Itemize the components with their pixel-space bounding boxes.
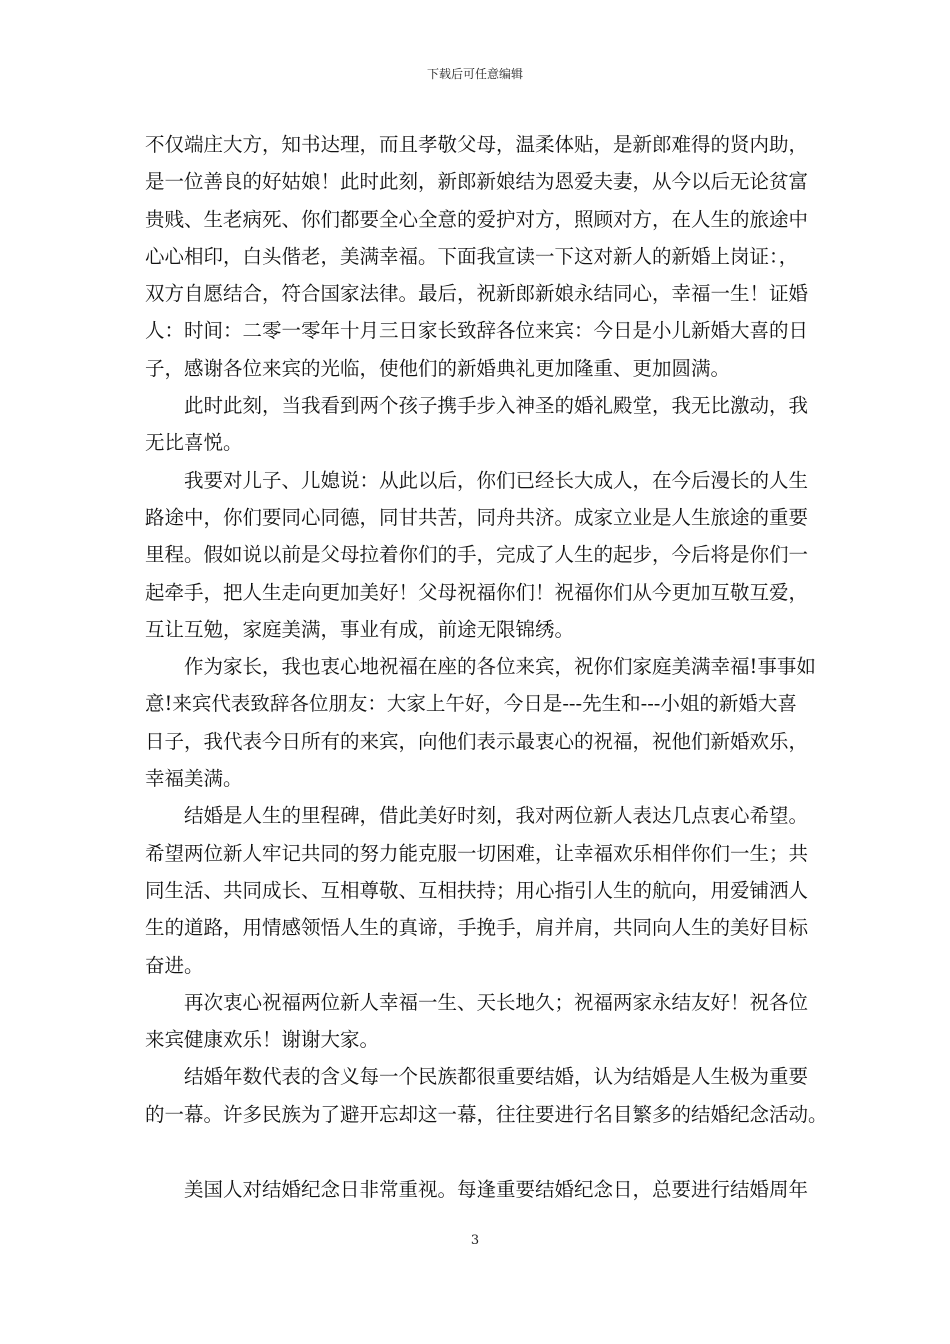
text-line: 路途中，你们要同心同德，同甘共苦，同舟共济。成家立业是人生旅途的重要 — [145, 505, 809, 529]
text-line: 来宾健康欢乐！谢谢大家。 — [145, 1028, 380, 1052]
text-line: 无比喜悦。 — [145, 431, 243, 455]
text-line: 里程。假如说以前是父母拉着你们的手，完成了人生的起步，今后将是你们一 — [145, 543, 809, 567]
text-line: 生的道路，用情感领悟人生的真谛，手挽手，肩并肩，共同向人生的美好目标 — [145, 916, 809, 940]
text-line: 互让互勉，家庭美满，事业有成，前途无限锦绣。 — [145, 617, 575, 641]
document-body — [145, 126, 828, 1208]
page-number: 3 — [470, 1233, 480, 1248]
text-line: 希望两位新人牢记共同的努力能克服一切困难，让幸福欢乐相伴你们一生；共 — [145, 841, 809, 865]
text-line: 人：时间：二零一零年十月三日家长致辞各位来宾：今日是小儿新婚大喜的日 — [145, 319, 809, 343]
text-line: 子，感谢各位来宾的光临，使他们的新婚典礼更加隆重、更加圆满。 — [145, 356, 731, 380]
text-line: 贵贱、生老病死、你们都要全心全意的爱护对方，照顾对方，在人生的旅途中 — [145, 207, 809, 231]
text-line: 同生活、共同成长、互相尊敬、互相扶持；用心指引人生的航向，用爱铺洒人 — [145, 878, 809, 902]
text-line: 意!来宾代表致辞各位朋友：大家上午好，今日是---先生和---小姐的新婚大喜 — [145, 692, 797, 716]
page-header: 下载后可任意编辑 — [426, 67, 523, 81]
text-line: 结婚是人生的里程碑，借此美好时刻，我对两位新人表达几点衷心希望。 — [184, 804, 809, 828]
text-line: 不仅端庄大方，知书达理，而且孝敬父母，温柔体贴，是新郎难得的贤内助， — [145, 133, 809, 156]
text-line: 再次衷心祝福两位新人幸福一生、天长地久；祝福两家永结友好！祝各位 — [184, 990, 809, 1014]
text-line: 幸福美满。 — [145, 767, 243, 791]
text-line: 作为家长，我也衷心地祝福在座的各位来宾，祝你们家庭美满幸福!事事如 — [184, 655, 816, 679]
text-line: 奋进。 — [145, 953, 204, 977]
text-line: 是一位善良的好姑娘！此时此刻，新郎新娘结为恩爱夫妻，从今以后无论贫富 — [145, 170, 809, 194]
text-line: 此时此刻，当我看到两个孩子携手步入神圣的婚礼殿堂，我无比激动，我 — [184, 394, 809, 418]
text-line: 起牵手，把人生走向更加美好！父母祝福你们！祝福你们从今更加互敬互爱， — [145, 580, 809, 604]
text-line: 我要对儿子、儿媳说：从此以后，你们已经长大成人，在今后漫长的人生 — [184, 468, 809, 492]
text-line: 双方自愿结合，符合国家法律。最后，祝新郎新娘永结同心，幸福一生！证婚 — [145, 282, 809, 306]
text-line: 心心相印，白头偕老，美满幸福。下面我宣读一下这对新人的新婚上岗证：， — [145, 244, 799, 268]
blank-line — [145, 1133, 813, 1171]
text-line: 美国人对结婚纪念日非常重视。每逢重要结婚纪念日，总要进行结婚周年 — [184, 1178, 809, 1202]
text-line: 结婚年数代表的含义每一个民族都很重要结婚，认为结婚是人生极为重要 — [184, 1065, 809, 1089]
text-line: 日子，我代表今日所有的来宾，向他们表示最衷心的祝福，祝他们新婚欢乐， — [145, 729, 809, 753]
text-line: 的一幕。许多民族为了避开忘却这一幕，往往要进行名目繁多的结婚纪念活动。 — [145, 1102, 828, 1126]
